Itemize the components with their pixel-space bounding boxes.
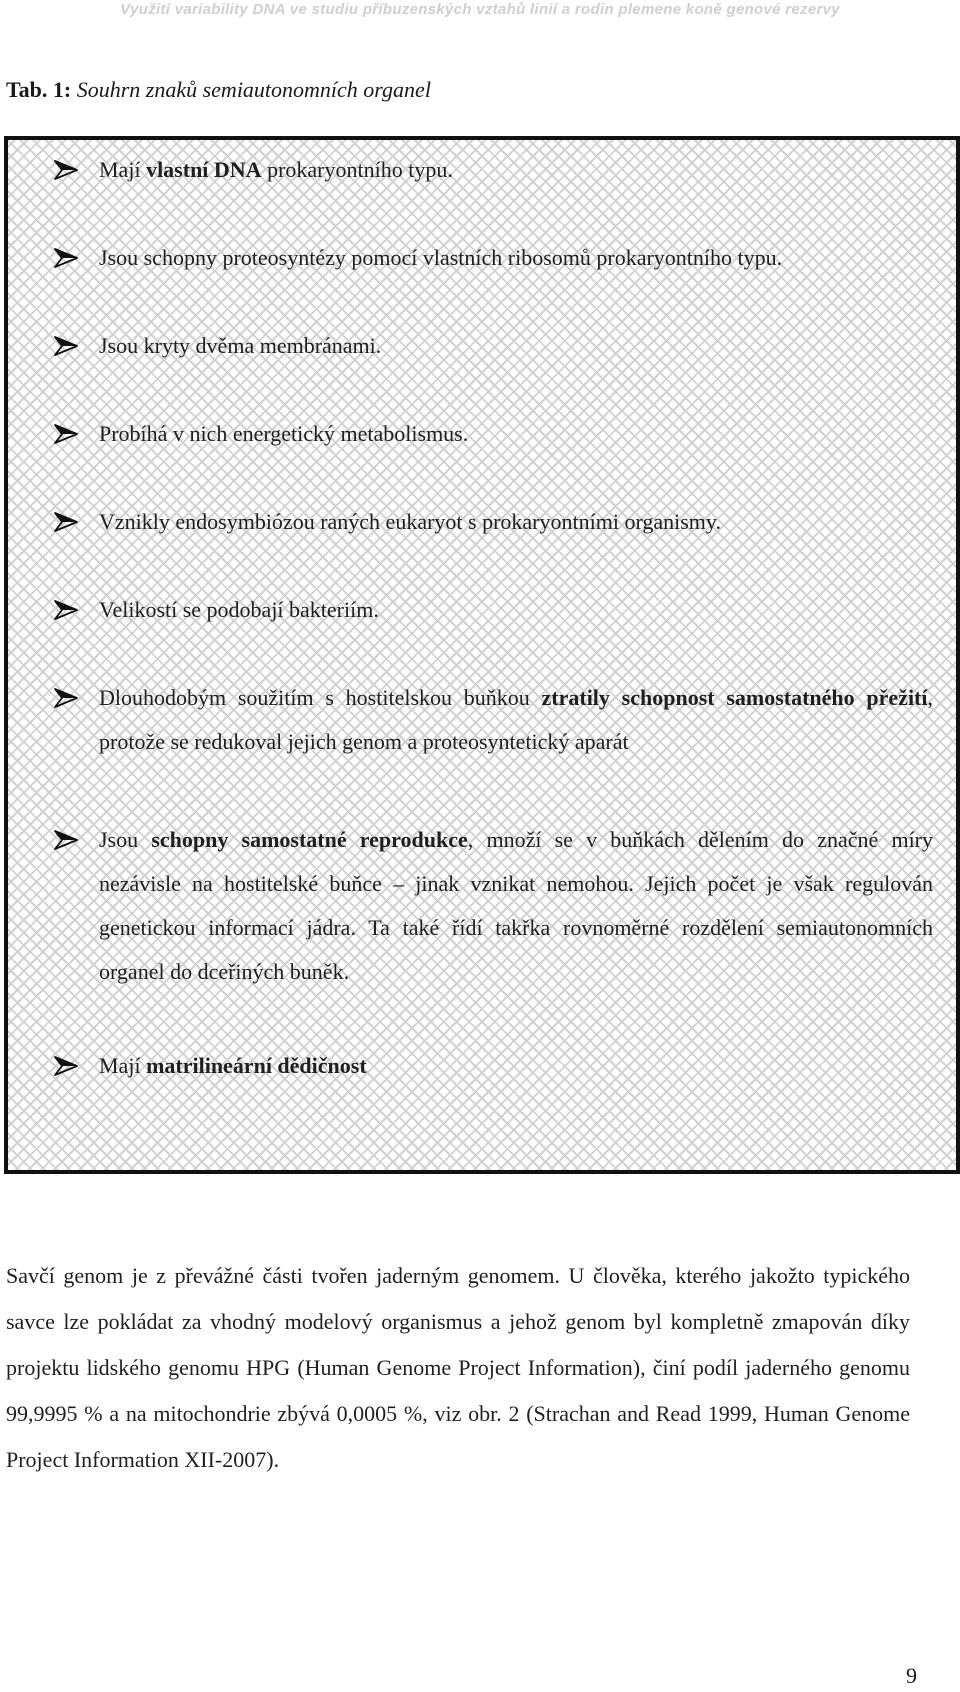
- bold-text-segment: ztratily schopnost samostatného přežití: [541, 685, 928, 710]
- text-segment: Jsou kryty dvěma membránami.: [99, 333, 382, 358]
- caption-title: Souhrn znaků semiautonomních organel: [76, 77, 431, 102]
- bold-text-segment: matrilineární dědičnost: [146, 1053, 367, 1078]
- arrowhead-bullet-icon: [53, 686, 79, 710]
- table-caption: [6, 76, 431, 104]
- list-item: [53, 818, 933, 994]
- list-item-text: [99, 324, 933, 368]
- list-item-text: [99, 818, 933, 994]
- text-segment: , protože se redukoval jejich genom a proteosyntetický aparát: [99, 685, 933, 754]
- body-paragraph: Savčí genom je z převážné části tvořen jaderným genomem. U člověka, kterého jakožto typického savce lze pokládat za vhodný modelový organismus a jehož genom byl kompletně zmapován díky projektu lidského genomu HPG (Human Genome Project Information), činí podíl jaderného genomu 99,9995 % a na mitochondrie zbývá 0,0005 %, viz obr. 2 (Strachan and Read 1999, Human Genome Project Information XII-2007).: [6, 1263, 910, 1472]
- text-segment: Mají: [99, 1053, 147, 1078]
- list-item: [53, 500, 933, 544]
- arrowhead-bullet-icon: [53, 158, 79, 182]
- arrowhead-bullet-icon: [53, 598, 79, 622]
- text-segment: Jsou: [99, 827, 152, 852]
- bold-text-segment: vlastní DNA: [146, 157, 262, 182]
- list-item: [53, 588, 933, 632]
- text-segment: Vznikly endosymbiózou raných eukaryot s prokaryontními organismy.: [99, 509, 721, 534]
- list-item: [53, 236, 933, 280]
- arrowhead-bullet-icon: [53, 422, 79, 446]
- list-item-text: [99, 236, 933, 280]
- list-item-text: [99, 588, 933, 632]
- list-item-text: [99, 412, 933, 456]
- text-segment: prokaryontního typu.: [261, 157, 453, 182]
- list-item: [53, 148, 933, 192]
- arrowhead-bullet-icon: [53, 334, 79, 358]
- text-segment: Velikostí se podobají bakteriím.: [99, 597, 379, 622]
- text-segment: , množí se v buňkách dělením do značné míry nezávisle na hostitelské buňce – jinak vznikat nemohou. Jejich počet je však regulován genetickou informací jádra. Ta také řídí takřka rovnoměrné rozdělení semiautonomních organel do dceřiných buněk.: [99, 827, 934, 984]
- running-header: Využití variability DNA ve studiu příbuzenských vztahů linií a rodin plemene koně genové rezervy: [120, 1, 840, 18]
- list-item: [53, 1044, 933, 1088]
- arrowhead-bullet-icon: [53, 828, 79, 852]
- list-item-text: [99, 500, 933, 544]
- arrowhead-bullet-icon: [53, 510, 79, 534]
- page-number: 9: [906, 1663, 917, 1688]
- bold-text-segment: schopny samostatné reprodukce: [151, 827, 468, 852]
- organelle-summary-box: [4, 136, 960, 1174]
- text-segment: Probíhá v nich energetický metabolismus.: [99, 421, 469, 446]
- text-segment: Dlouhodobým soužitím s hostitelskou buňkou: [99, 685, 542, 710]
- list-item: [53, 676, 933, 764]
- list-item-text: [99, 1044, 933, 1088]
- list-item: [53, 412, 933, 456]
- list-item-text: [99, 676, 933, 764]
- text-segment: Jsou schopny proteosyntézy pomocí vlastních ribosomů prokaryontního typu.: [99, 245, 783, 270]
- list-item: [53, 324, 933, 368]
- arrowhead-bullet-icon: [53, 246, 79, 270]
- text-segment: Mají: [99, 157, 147, 182]
- list-item-text: [99, 148, 933, 192]
- arrowhead-bullet-icon: [53, 1054, 79, 1078]
- caption-label: Tab. 1:: [6, 77, 72, 102]
